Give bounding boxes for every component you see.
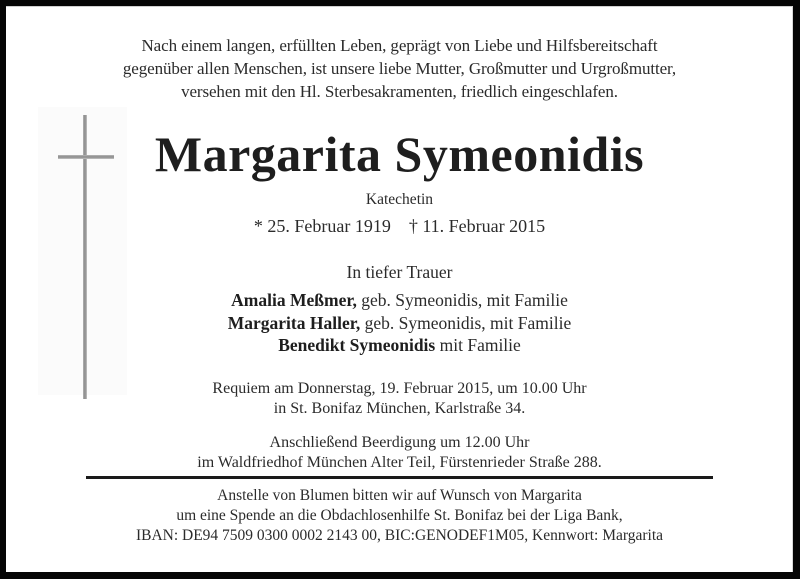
deceased-name: Margarita Symeonidis (154, 126, 645, 182)
burial-info (6, 433, 793, 473)
mourner-line (6, 334, 793, 357)
mourners-list (6, 289, 793, 357)
donation-info (6, 486, 793, 546)
intro-line: Nach einem langen, erfüllten Leben, geprägt von Liebe und Hilfsbereitschaft (141, 36, 658, 55)
requiem-line: in St. Bonifaz München, Karlstraße 34. (273, 400, 526, 417)
birth-date: * 25. Februar 1919 (253, 216, 391, 236)
obituary-notice (6, 6, 793, 572)
intro-line: gegenüber allen Menschen, ist unsere liebe Mutter, Großmutter und Urgroßmutter, (122, 59, 677, 78)
mourner-line (6, 289, 793, 312)
deceased-role: Katechetin (365, 191, 434, 208)
mourner-line (6, 312, 793, 335)
burial-line: Anschließend Beerdigung um 12.00 Uhr (269, 434, 530, 451)
burial-line: im Waldfriedhof München Alter Teil, Fürstenrieder Straße 288. (197, 454, 602, 471)
mourner-name: Margarita Haller, (227, 312, 361, 333)
mourning-heading: In tiefer Trauer (346, 262, 453, 282)
intro-text (6, 34, 793, 103)
mourner-detail: geb. Symeonidis, mit Familie (356, 290, 568, 310)
requiem-info (6, 379, 793, 419)
divider-rule (86, 476, 713, 479)
life-dates (6, 214, 793, 238)
mourner-name: Benedikt Symeonidis (278, 335, 436, 355)
death-date: † 11. Februar 2015 (408, 216, 546, 236)
donation-line: um eine Spende an die Obdachlosenhilfe St. Bonifaz bei der Liga Bank, (176, 507, 623, 524)
donation-line: Anstelle von Blumen bitten wir auf Wunsch von Margarita (217, 487, 582, 504)
mourner-detail: geb. Symeonidis, mit Familie (360, 312, 572, 333)
mourner-name: Amalia Meßmer, (231, 290, 357, 310)
requiem-line: Requiem am Donnerstag, 19. Februar 2015, um 10.00 Uhr (212, 380, 587, 397)
intro-line: versehen mit den Hl. Sterbesakramenten, friedlich eingeschlafen. (181, 82, 618, 101)
mourner-detail: mit Familie (435, 335, 521, 355)
donation-line: IBAN: DE94 7509 0300 0002 2143 00, BIC:GENODEF1M05, Kennwort: Margarita (135, 527, 664, 544)
